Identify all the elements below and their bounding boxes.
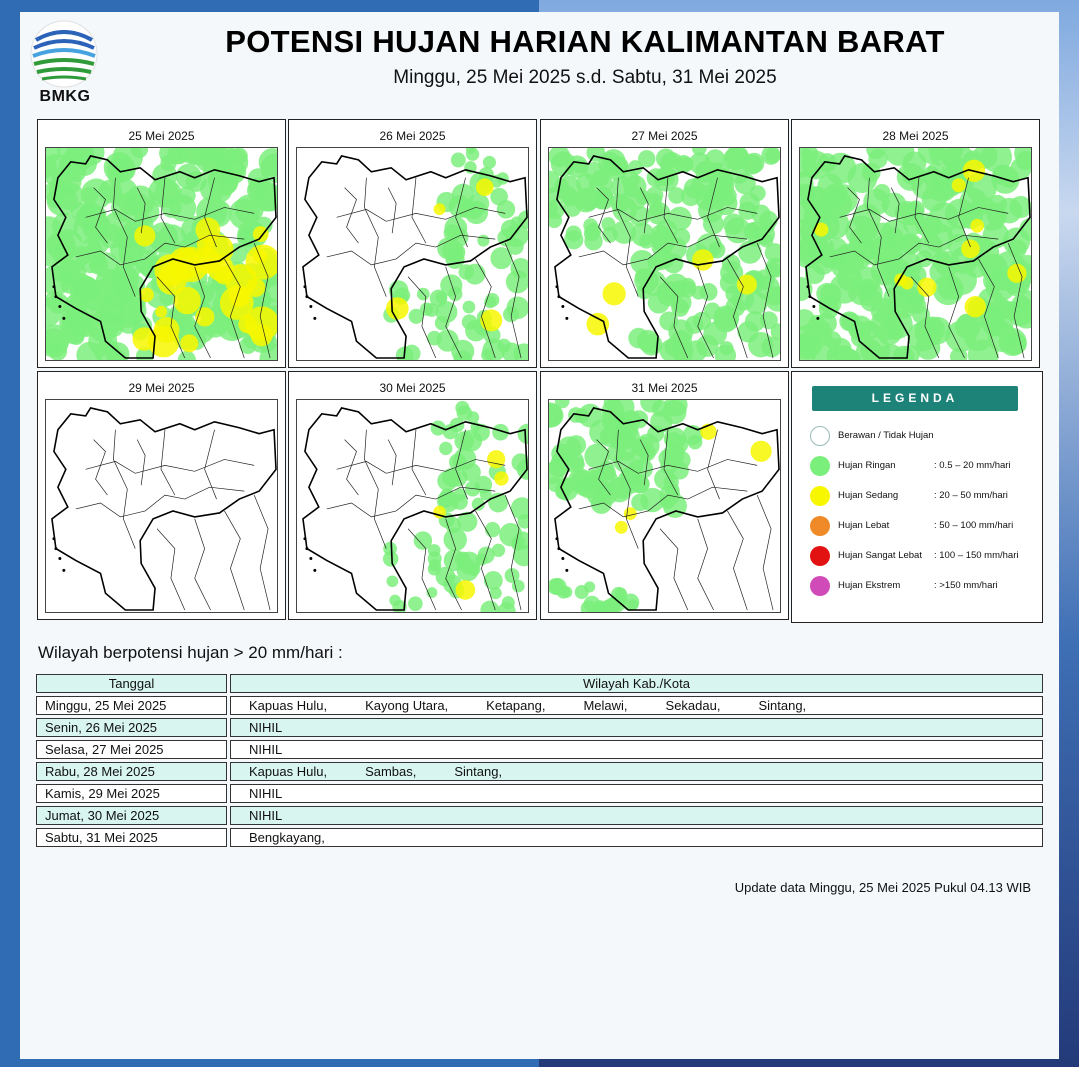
legend-swatch <box>810 426 830 446</box>
map-panel <box>791 119 1040 368</box>
rain-blob <box>134 225 155 246</box>
rain-map <box>548 147 781 361</box>
rain-blob <box>462 463 480 481</box>
rain-blob <box>435 291 447 303</box>
legend-label: Berawan / Tidak Hujan <box>838 430 934 441</box>
island-dot <box>62 317 65 320</box>
map-date: 31 Mei 2025 <box>631 381 698 395</box>
rain-blob <box>439 442 452 455</box>
rain-map <box>45 399 278 613</box>
rain-blob <box>750 185 766 201</box>
rain-blob <box>434 203 446 215</box>
rain-blob <box>477 235 489 247</box>
rain-blob <box>173 287 200 314</box>
rain-blob <box>623 186 647 210</box>
legend-label: Hujan Lebat <box>838 520 890 531</box>
rain-blob <box>480 601 499 612</box>
rain-blob <box>924 317 951 344</box>
rain-blob <box>671 280 686 295</box>
rain-blob <box>615 484 630 499</box>
island-dot <box>52 285 55 288</box>
rain-blob <box>751 205 770 224</box>
row-regions <box>230 806 1043 825</box>
rain-blob <box>251 324 273 346</box>
region-name: NIHIL <box>249 808 283 823</box>
row-date: Jumat, 30 Mei 2025 <box>36 806 227 825</box>
island-dot <box>305 295 308 298</box>
rain-blob <box>692 249 713 270</box>
legend-value: : 100 – 150 mm/hari <box>934 550 1019 561</box>
rain-blob <box>154 254 186 286</box>
rain-blob <box>485 522 500 537</box>
rain-blob <box>700 283 718 301</box>
rain-blob <box>178 351 196 360</box>
rain-map <box>45 147 278 361</box>
legend-item <box>810 426 1040 448</box>
rain-blob <box>511 497 528 519</box>
island-dot <box>309 305 312 308</box>
rain-blob <box>853 267 881 295</box>
row-date: Minggu, 25 Mei 2025 <box>36 696 227 715</box>
district-boundary <box>94 440 108 495</box>
rain-blob <box>641 270 667 296</box>
rain-blob <box>624 507 637 520</box>
rain-blob <box>429 559 441 571</box>
legend-label: Hujan Sangat Lebat <box>838 550 922 561</box>
rain-blob <box>888 324 904 340</box>
rain-blob <box>961 240 980 259</box>
regions-table <box>36 671 1043 850</box>
rain-blob <box>638 150 655 167</box>
map-date: 30 Mei 2025 <box>379 381 446 395</box>
row-date: Sabtu, 31 Mei 2025 <box>36 828 227 847</box>
map-panel <box>540 371 789 620</box>
region-name: NIHIL <box>249 742 283 757</box>
rain-blob <box>681 186 701 206</box>
legend-label: Hujan Ringan <box>838 460 896 471</box>
legend-value: : 50 – 100 mm/hari <box>934 520 1014 531</box>
map-panel <box>288 371 537 620</box>
rain-blob <box>448 287 462 301</box>
rain-blob <box>611 587 626 602</box>
district-boundary <box>727 511 747 610</box>
rain-blob <box>664 474 679 489</box>
district-boundary <box>345 188 359 243</box>
row-date: Selasa, 27 Mei 2025 <box>36 740 227 759</box>
rain-blob <box>549 458 568 477</box>
rain-blob <box>662 400 686 424</box>
legend-label: Hujan Ekstrem <box>838 580 901 591</box>
island-dot <box>58 305 61 308</box>
legend-swatch <box>810 456 830 476</box>
rain-blob <box>575 585 589 599</box>
district-boundary <box>195 519 211 610</box>
map-svg <box>46 148 277 360</box>
map-svg <box>46 400 277 612</box>
header-date: Tanggal <box>36 674 227 693</box>
rain-blob <box>678 157 693 172</box>
rain-blob <box>703 322 727 346</box>
map-panel <box>540 119 789 368</box>
rain-blob <box>408 596 423 611</box>
district-boundary <box>345 440 359 495</box>
rain-blob <box>93 252 118 277</box>
map-panel <box>37 371 286 620</box>
rain-blob <box>140 288 154 302</box>
rain-blob <box>512 580 525 593</box>
rain-blob <box>494 471 508 485</box>
rain-blob <box>630 474 649 493</box>
rain-blob <box>503 306 519 322</box>
legend-swatch <box>810 486 830 506</box>
table-body <box>36 696 1043 847</box>
island-dot <box>555 285 558 288</box>
rain-blob <box>705 149 725 169</box>
rain-blob <box>658 449 676 467</box>
rain-blob <box>612 426 629 443</box>
island-dot <box>54 547 57 550</box>
map-svg <box>297 148 528 360</box>
rain-blob <box>467 562 481 576</box>
rain-blob <box>108 167 125 184</box>
rain-blob <box>989 297 1011 319</box>
rain-layer <box>549 148 780 360</box>
row-date: Senin, 26 Mei 2025 <box>36 718 227 737</box>
row-regions <box>230 784 1043 803</box>
island-dot <box>303 285 306 288</box>
rain-blob <box>459 264 474 279</box>
district-boundary <box>412 178 426 243</box>
rain-blob <box>615 521 628 534</box>
rain-blob <box>901 277 914 290</box>
row-regions <box>230 718 1043 737</box>
rain-blob <box>220 286 254 320</box>
row-date: Rabu, 28 Mei 2025 <box>36 762 227 781</box>
rain-blob <box>109 314 126 331</box>
island-dot <box>565 569 568 572</box>
row-regions <box>230 828 1043 847</box>
map-grid <box>37 119 1043 623</box>
island-dot <box>313 569 316 572</box>
region-name: Ketapang, <box>486 698 546 713</box>
rain-blob <box>451 153 466 168</box>
island-dot <box>557 547 560 550</box>
island-dot <box>812 305 815 308</box>
rain-blob <box>970 219 984 233</box>
rain-blob <box>823 183 848 208</box>
header-regions: Wilayah Kab./Kota <box>230 674 1043 693</box>
rain-map <box>799 147 1032 361</box>
island-dot <box>309 557 312 560</box>
map-date: 26 Mei 2025 <box>379 129 446 143</box>
rain-blob <box>444 217 467 240</box>
district-boundary <box>113 430 135 549</box>
rain-blob <box>717 186 737 206</box>
rain-blob <box>487 450 505 468</box>
island-dot <box>54 295 57 298</box>
logo-text: BMKG <box>39 88 91 105</box>
map-svg <box>297 400 528 612</box>
rain-blob <box>466 148 479 161</box>
rain-blob <box>420 302 433 315</box>
rain-blob <box>447 243 465 261</box>
legend-value: : >150 mm/hari <box>934 580 998 591</box>
rain-blob <box>88 233 109 254</box>
island-dot <box>808 295 811 298</box>
rain-blob <box>476 178 494 196</box>
legend-panel <box>791 371 1043 623</box>
rain-blob <box>918 234 943 259</box>
rain-blob <box>484 571 503 590</box>
region-name: Kapuas Hulu, <box>249 764 328 779</box>
rain-blob <box>952 178 966 192</box>
map-date: 28 Mei 2025 <box>882 129 949 143</box>
page-title: POTENSI HUJAN HARIAN KALIMANTAN BARAT <box>225 24 945 59</box>
island-dot <box>561 557 564 560</box>
rain-blob <box>802 151 831 180</box>
rain-map <box>296 147 529 361</box>
table-row <box>36 696 1043 715</box>
map-svg <box>800 148 1031 360</box>
rain-blob <box>253 226 269 242</box>
rain-blob <box>452 494 468 510</box>
map-date: 27 Mei 2025 <box>631 129 698 143</box>
rain-blob <box>929 202 959 232</box>
legend-title: LEGENDA <box>812 386 1018 411</box>
island-dot <box>305 547 308 550</box>
rain-blob <box>49 177 75 203</box>
rain-blob <box>155 306 167 318</box>
region-name: Sekadau, <box>665 698 721 713</box>
rain-blob <box>603 282 626 305</box>
table-row <box>36 784 1043 803</box>
table-row <box>36 828 1043 847</box>
rain-layer <box>46 148 277 360</box>
rain-blob <box>668 207 692 231</box>
island-dot <box>561 305 564 308</box>
row-regions <box>230 762 1043 781</box>
row-regions <box>230 696 1043 715</box>
map-svg <box>549 148 780 360</box>
rain-blob <box>387 575 399 587</box>
district-boundary <box>388 440 396 486</box>
legend-item <box>810 546 1040 568</box>
rain-blob <box>463 301 476 314</box>
rain-blob <box>671 299 689 317</box>
rain-blob <box>480 309 502 331</box>
legend-item <box>810 486 1040 508</box>
district-boundary <box>161 430 175 495</box>
district-boundary <box>698 519 714 610</box>
legend-swatch <box>810 576 830 596</box>
district-boundary <box>224 511 244 610</box>
page-subtitle: Minggu, 25 Mei 2025 s.d. Sabtu, 31 Mei 2025 <box>393 67 777 88</box>
island-dot <box>58 557 61 560</box>
table-row <box>36 718 1043 737</box>
district-boundary <box>388 188 396 234</box>
region-name: Sambas, <box>365 764 417 779</box>
rain-blob <box>106 287 127 308</box>
island-dot <box>806 285 809 288</box>
district-boundary <box>137 440 145 486</box>
rain-blob <box>180 334 198 352</box>
rain-blob <box>647 193 662 208</box>
regions-heading: Wilayah berpotensi hujan > 20 mm/hari : <box>38 643 343 662</box>
district-boundary <box>757 495 773 610</box>
island-dot <box>52 537 55 540</box>
table-row <box>36 762 1043 781</box>
rain-blob <box>497 200 515 218</box>
rain-blob <box>555 178 569 192</box>
legend-label: Hujan Sedang <box>838 490 899 501</box>
district-boundary <box>660 529 688 610</box>
rain-blob <box>723 213 744 234</box>
district-boundary <box>86 459 255 473</box>
rain-blob <box>621 171 639 189</box>
rain-blob <box>440 488 454 502</box>
map-panel <box>288 119 537 368</box>
legend-item <box>810 516 1040 538</box>
map-panel <box>37 119 286 368</box>
rain-blob <box>386 297 409 320</box>
legend-swatch <box>810 516 830 536</box>
island-dot <box>313 317 316 320</box>
rain-blob <box>863 189 889 215</box>
legend-value: : 0.5 – 20 mm/hari <box>934 460 1011 471</box>
rain-blob <box>598 485 618 505</box>
region-name: NIHIL <box>249 720 283 735</box>
rain-blob <box>965 296 986 317</box>
legend-item <box>810 456 1040 478</box>
rain-blob <box>754 269 774 289</box>
rain-blob <box>467 411 479 423</box>
region-name: Kapuas Hulu, <box>249 698 328 713</box>
region-name: Kayong Utara, <box>365 698 449 713</box>
rain-blob <box>745 311 765 331</box>
table-header <box>36 674 1043 693</box>
map-svg <box>549 400 780 612</box>
rain-blob <box>598 152 621 175</box>
rain-blob <box>584 596 601 612</box>
district-boundary <box>254 495 270 610</box>
rain-blob <box>656 148 676 168</box>
island-dot <box>557 295 560 298</box>
region-name: Bengkayang, <box>249 830 325 845</box>
rain-blob <box>837 246 856 265</box>
district-boundary <box>157 529 185 610</box>
region-name: Melawi, <box>583 698 628 713</box>
rain-blob <box>938 277 961 300</box>
update-info: Update data Minggu, 25 Mei 2025 Pukul 04.13 WIB <box>734 880 1031 895</box>
rain-map <box>548 399 781 613</box>
rain-blob <box>517 424 528 444</box>
island-dot <box>816 317 819 320</box>
rain-blob <box>456 580 476 600</box>
legend-swatch <box>810 546 830 566</box>
rain-blob <box>462 314 477 329</box>
table-row <box>36 740 1043 759</box>
rain-map <box>296 399 529 613</box>
rain-blob <box>383 551 398 566</box>
rain-blob <box>589 172 613 196</box>
island-dot <box>62 569 65 572</box>
rain-blob <box>68 329 84 345</box>
rain-blob <box>214 265 233 284</box>
district-boundary <box>364 178 386 297</box>
row-date: Kamis, 29 Mei 2025 <box>36 784 227 803</box>
legend-item <box>810 576 1040 598</box>
row-regions <box>230 740 1043 759</box>
rain-blob <box>455 401 469 415</box>
rain-blob <box>69 273 93 297</box>
rain-blob <box>203 234 233 264</box>
rain-blob <box>169 195 196 222</box>
island-dot <box>565 317 568 320</box>
district-boundary <box>364 430 386 549</box>
region-name: Sintang, <box>758 698 807 713</box>
rain-blob <box>492 544 505 557</box>
map-date: 29 Mei 2025 <box>128 381 195 395</box>
rain-blob <box>501 220 519 238</box>
island-dot <box>303 537 306 540</box>
rain-blob <box>750 441 771 462</box>
region-name: Sintang, <box>454 764 503 779</box>
rain-blob <box>1007 264 1026 283</box>
region-name: NIHIL <box>249 786 283 801</box>
rain-blob <box>483 156 496 169</box>
legend-value: : 20 – 50 mm/hari <box>934 490 1008 501</box>
rain-blob <box>549 578 566 595</box>
map-date: 25 Mei 2025 <box>128 129 195 143</box>
rain-blob <box>737 275 757 295</box>
table-row <box>36 806 1043 825</box>
rain-blob <box>1010 196 1031 218</box>
rain-layer <box>800 148 1031 360</box>
island-dot <box>555 537 558 540</box>
rain-blob <box>584 232 602 250</box>
district-boundary <box>412 430 426 495</box>
rain-blob <box>862 163 881 182</box>
